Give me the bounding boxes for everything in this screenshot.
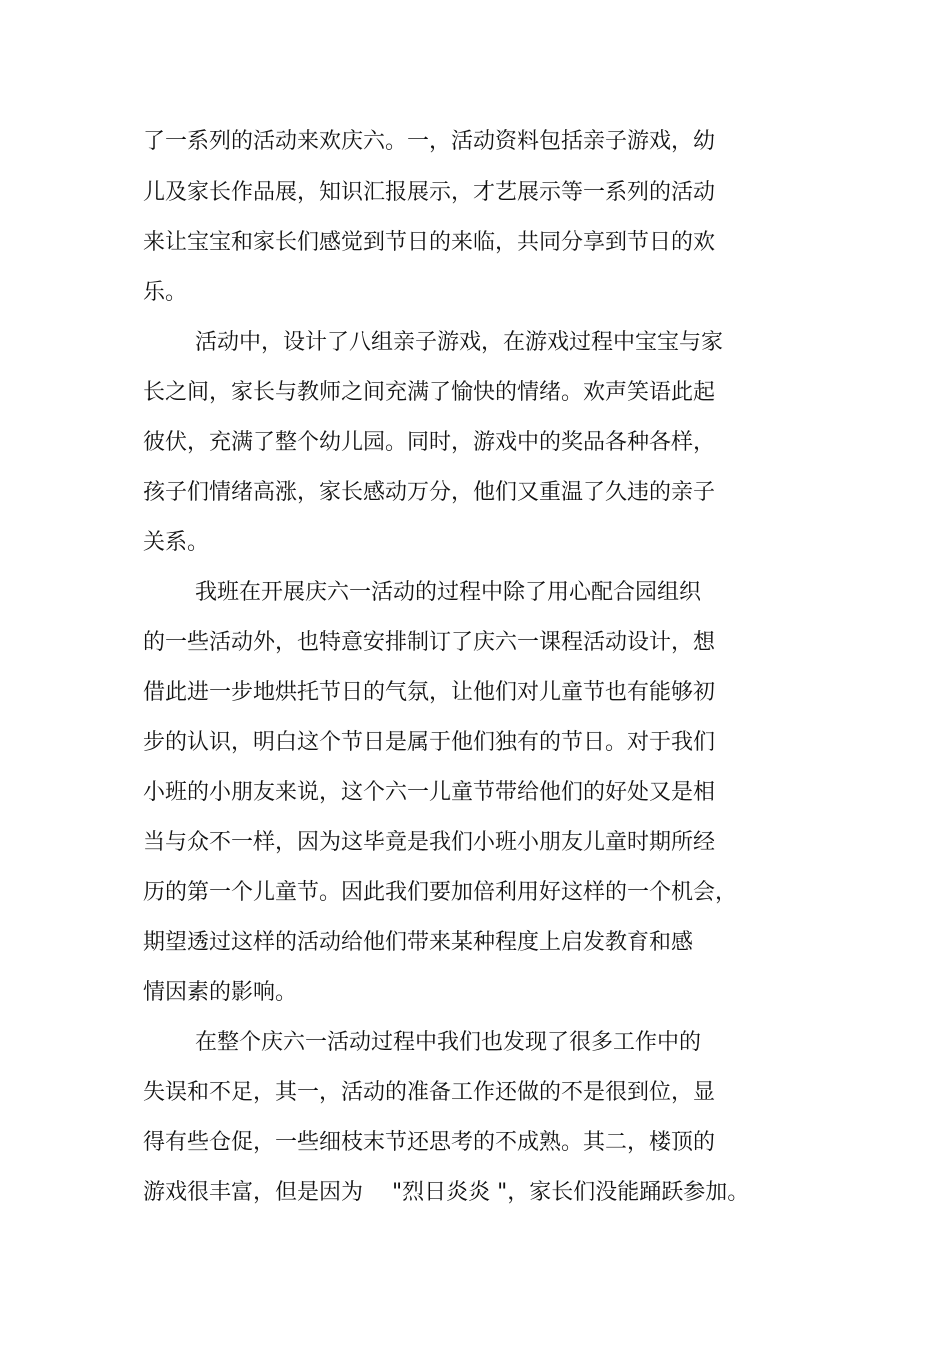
paragraph-2-line-4: 孩子们情绪高涨，家长感动万分，他们又重温了久违的亲子: [143, 480, 716, 505]
paragraph-3-line-5: 小班的小朋友来说，这个六一儿童节带给他们的好处又是相: [143, 780, 716, 805]
paragraph-3-line-1: 我班在开展庆六一活动的过程中除了用心配合园组织: [195, 580, 702, 605]
paragraph-1-line-4: 乐。: [143, 280, 188, 305]
paragraph-2-line-5: 关系。: [143, 530, 210, 555]
paragraph-3-line-3: 借此进一步地烘托节日的气氛，让他们对儿童节也有能够初: [143, 680, 716, 705]
paragraph-4-line-1: 在整个庆六一活动过程中我们也发现了很多工作中的: [195, 1030, 702, 1055]
paragraph-1-line-3: 来让宝宝和家长们感觉到节日的来临，共同分享到节日的欢: [143, 230, 716, 255]
paragraph-1-line-2: 儿及家长作品展，知识汇报展示，才艺展示等一系列的活动: [143, 180, 716, 205]
paragraph-4-line-2: 失误和不足，其一，活动的准备工作还做的不是很到位，显: [143, 1080, 716, 1105]
paragraph-4-line-4: 游戏很丰富，但是因为 "烈日炎炎 "，家长们没能踊跃参加。: [143, 1180, 750, 1205]
paragraph-3-line-8: 期望透过这样的活动给他们带来某种程度上启发教育和感: [143, 930, 694, 955]
paragraph-2-line-2: 长之间，家长与教师之间充满了愉快的情绪。欢声笑语此起: [143, 380, 716, 405]
paragraph-3-line-2: 的一些活动外，也特意安排制订了庆六一课程活动设计，想: [143, 630, 716, 655]
paragraph-2-line-3: 彼伏，充满了整个幼儿园。同时，游戏中的奖品各种各样，: [143, 430, 716, 455]
paragraph-3-line-4: 步的认识，明白这个节日是属于他们独有的节日。对于我们: [143, 730, 716, 755]
paragraph-3-line-9: 情因素的影响。: [143, 980, 298, 1005]
paragraph-2-line-1: 活动中，设计了八组亲子游戏，在游戏过程中宝宝与家: [195, 330, 724, 355]
paragraph-3-line-6: 当与众不一样，因为这毕竟是我们小班小朋友儿童时期所经: [143, 830, 716, 855]
paragraph-3-line-7: 历的第一个儿童节。因此我们要加倍利用好这样的一个机会，: [143, 880, 738, 905]
paragraph-1-line-1: 了一系列的活动来欢庆六。一，活动资料包括亲子游戏，幼: [143, 129, 716, 154]
paragraph-4-line-3: 得有些仓促，一些细枝末节还思考的不成熟。其二，楼顶的: [143, 1130, 716, 1155]
